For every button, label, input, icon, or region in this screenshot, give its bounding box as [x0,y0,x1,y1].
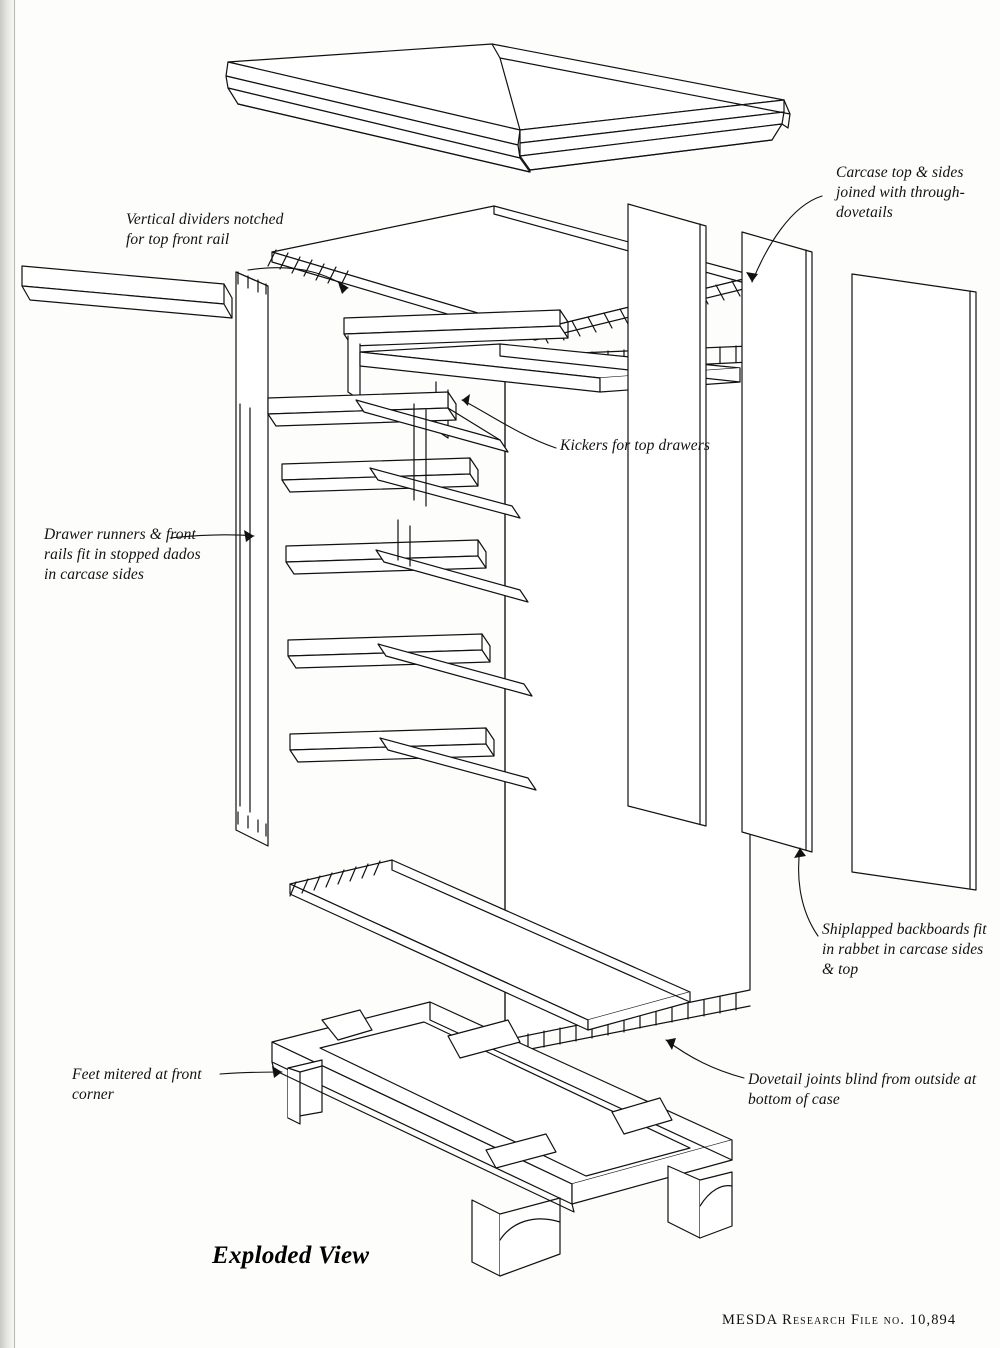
top-front-rail [22,266,232,318]
annotation-feet-mitered: Feet mitered at front corner [72,1066,202,1103]
cornice-molding-part [226,44,790,172]
backboard-panel-3 [852,274,976,890]
drawer-rail-assembly-2 [282,458,520,518]
drawer-rail-assembly-4 [288,634,532,696]
annotation-carcase-top-sides: Carcase top & sides joined with through-dovetails [836,164,965,221]
annotation-dovetail-joints-blind: Dovetail joints blind from outside at bottom of case [748,1071,977,1108]
annotation-vertical-dividers: Vertical dividers notched for top front rail [126,211,284,248]
backboard-panel-2 [742,232,812,852]
drawer-rail-assembly-3 [286,540,528,602]
annotation-shiplapped-backboards: Shiplapped backboards fit in rabbet in carcase sides & top [822,921,987,978]
figure-title: Exploded View [212,1242,370,1269]
leader-feet [220,1072,282,1074]
annotation-kickers: Kickers for top drawers [560,437,710,454]
drawer-rail-assembly-5 [290,728,536,790]
annotation-drawer-runners: Drawer runners & front rails fit in stopped dados in carcase sides [44,526,201,583]
carcase-side-left [236,272,268,846]
leader-backboards [799,848,818,936]
base-frame-with-feet [272,1002,732,1276]
backboard-panel-1 [628,204,706,826]
drawer-rail-assembly-1 [268,392,508,452]
figure-credit: MESDA Research File no. 10,894 [722,1312,957,1328]
leader-dovetail-blind [666,1040,744,1078]
